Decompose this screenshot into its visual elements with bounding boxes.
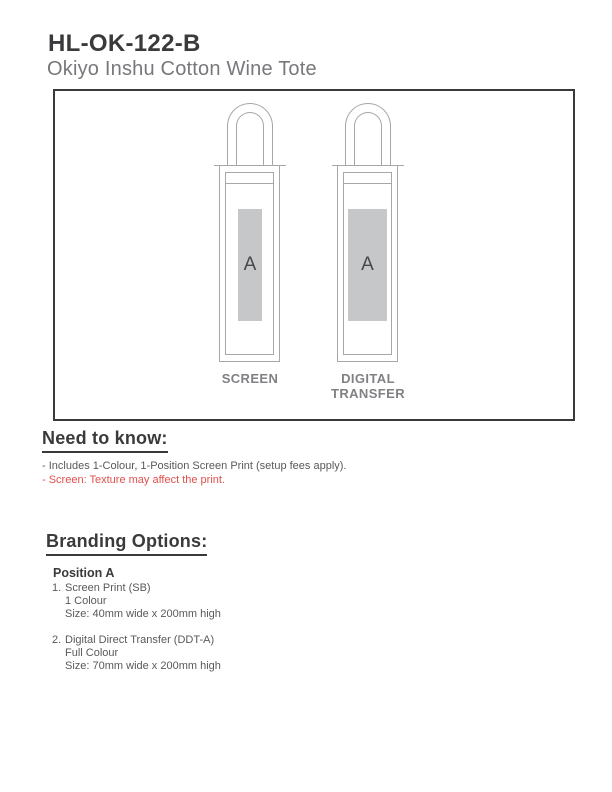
tote-handle-inner-line [354, 112, 382, 167]
need-to-know-warning-item: - Screen: Texture may affect the print. [42, 473, 226, 486]
branding-diagram-box [53, 89, 575, 421]
need-to-know-section [42, 428, 346, 487]
tote-method-label: SCREEN [221, 371, 279, 386]
product-name-subtitle: Okiyo Inshu Cotton Wine Tote [47, 58, 317, 80]
tote-seam-line [344, 183, 391, 184]
tote-seam-line [226, 183, 273, 184]
branding-options-list [52, 582, 221, 673]
option-name: Digital Direct Transfer (DDT-A) [65, 634, 215, 646]
branding-option-screen-print [52, 582, 221, 621]
need-to-know-heading: Need to know: [42, 428, 168, 453]
print-area-position-a [348, 209, 387, 321]
tote-digital-transfer [332, 103, 404, 403]
tote-handle-inner-line [236, 112, 264, 167]
option-number: 2. [52, 634, 62, 646]
position-a-title: Position A [53, 566, 115, 580]
need-to-know-item: - Includes 1-Colour, 1-Position Screen Print (setup fees apply). [42, 460, 347, 472]
tote-screen-print [214, 103, 286, 403]
option-detail: Full Colour [65, 647, 119, 659]
branding-options-heading: Branding Options: [46, 531, 207, 556]
branding-options-section [46, 531, 221, 673]
tote-top-hem-line [214, 165, 286, 166]
branding-option-digital-transfer [52, 634, 221, 673]
print-area-position-a [238, 209, 262, 321]
position-letter: A [243, 254, 257, 275]
tote-method-label: DIGITAL TRANSFER [331, 371, 405, 401]
tote-top-hem-line [332, 165, 404, 166]
option-name: Screen Print (SB) [65, 582, 151, 594]
option-detail: 1 Colour [65, 595, 107, 607]
product-code-title: HL-OK-122-B [48, 30, 201, 57]
option-size: Size: 70mm wide x 200mm high [65, 660, 221, 672]
position-letter: A [361, 254, 374, 275]
option-number: 1. [52, 582, 62, 594]
option-size: Size: 40mm wide x 200mm high [65, 608, 221, 620]
